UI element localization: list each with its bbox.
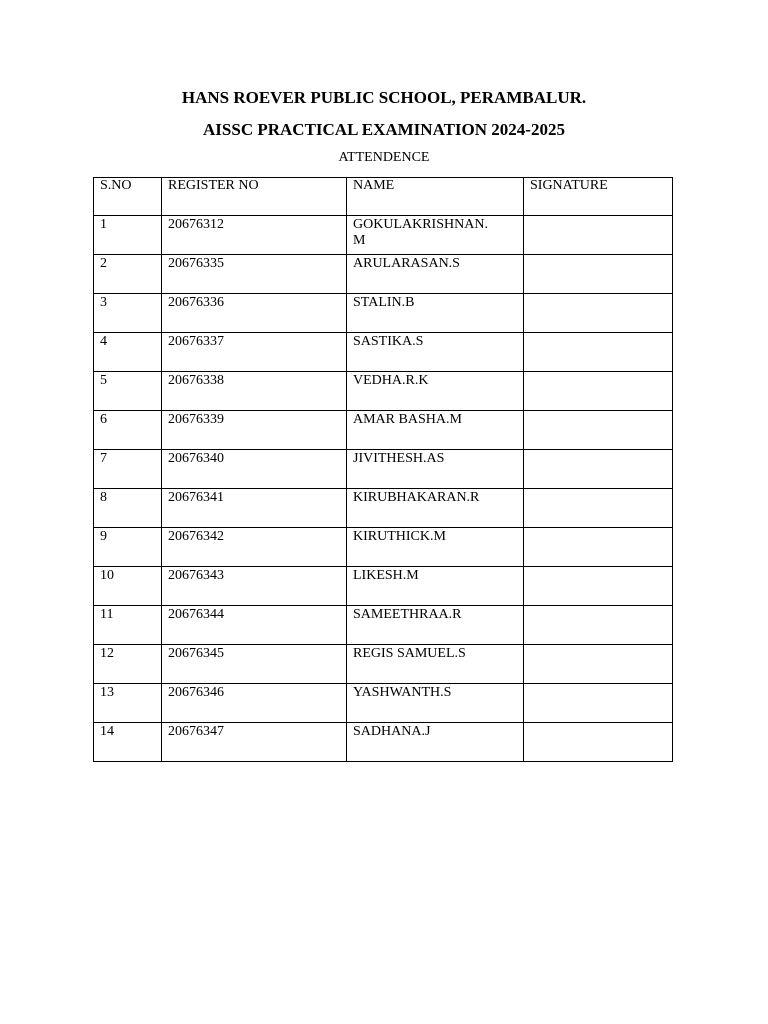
register-no-cell: 20676338 <box>162 372 347 411</box>
sno-cell: 1 <box>94 216 162 255</box>
signature-cell[interactable] <box>524 723 673 762</box>
sno-cell: 10 <box>94 567 162 606</box>
signature-cell[interactable] <box>524 333 673 372</box>
signature-cell[interactable] <box>524 489 673 528</box>
name-cell: SASTIKA.S <box>347 333 524 372</box>
register-no-cell: 20676340 <box>162 450 347 489</box>
register-no-cell: 20676341 <box>162 489 347 528</box>
signature-cell[interactable] <box>524 411 673 450</box>
signature-cell[interactable] <box>524 567 673 606</box>
table-row <box>94 606 673 645</box>
signature-cell[interactable] <box>524 606 673 645</box>
register-no-cell: 20676336 <box>162 294 347 333</box>
column-header-sno: S.NO <box>94 178 162 216</box>
sno-cell: 3 <box>94 294 162 333</box>
sno-cell: 2 <box>94 255 162 294</box>
table-row <box>94 411 673 450</box>
sno-cell: 12 <box>94 645 162 684</box>
table-row <box>94 489 673 528</box>
signature-cell[interactable] <box>524 372 673 411</box>
table-row <box>94 723 673 762</box>
sno-cell: 11 <box>94 606 162 645</box>
attendance-table <box>93 177 673 762</box>
name-cell: STALIN.B <box>347 294 524 333</box>
table-row <box>94 684 673 723</box>
table-row <box>94 255 673 294</box>
sno-cell: 5 <box>94 372 162 411</box>
sno-cell: 4 <box>94 333 162 372</box>
register-no-cell: 20676337 <box>162 333 347 372</box>
signature-cell[interactable] <box>524 684 673 723</box>
school-title: HANS ROEVER PUBLIC SCHOOL, PERAMBALUR. <box>181 88 587 107</box>
name-cell: KIRUTHICK.M <box>347 528 524 567</box>
register-no-cell: 20676343 <box>162 567 347 606</box>
table-row <box>94 645 673 684</box>
sno-cell: 7 <box>94 450 162 489</box>
name-cell: YASHWANTH.S <box>347 684 524 723</box>
table-row <box>94 528 673 567</box>
name-cell: KIRUBHAKARAN.R <box>347 489 524 528</box>
signature-cell[interactable] <box>524 294 673 333</box>
signature-cell[interactable] <box>524 645 673 684</box>
name-cell: ARULARASAN.S <box>347 255 524 294</box>
table-row <box>94 333 673 372</box>
signature-cell[interactable] <box>524 255 673 294</box>
sno-cell: 14 <box>94 723 162 762</box>
name-cell: VEDHA.R.K <box>347 372 524 411</box>
column-header-signature: SIGNATURE <box>524 178 673 216</box>
sno-cell: 6 <box>94 411 162 450</box>
name-cell: AMAR BASHA.M <box>347 411 524 450</box>
signature-cell[interactable] <box>524 216 673 255</box>
table-row <box>94 294 673 333</box>
register-no-cell: 20676347 <box>162 723 347 762</box>
signature-cell[interactable] <box>524 528 673 567</box>
table-row <box>94 372 673 411</box>
sno-cell: 13 <box>94 684 162 723</box>
table-row <box>94 216 673 255</box>
register-no-cell: 20676345 <box>162 645 347 684</box>
column-header-register-no: REGISTER NO <box>162 178 347 216</box>
sno-cell: 9 <box>94 528 162 567</box>
register-no-cell: 20676312 <box>162 216 347 255</box>
column-header-name: NAME <box>347 178 524 216</box>
table-row <box>94 567 673 606</box>
name-cell: LIKESH.M <box>347 567 524 606</box>
name-cell: SAMEETHRAA.R <box>347 606 524 645</box>
register-no-cell: 20676342 <box>162 528 347 567</box>
table-header-row <box>94 178 673 216</box>
name-cell: SADHANA.J <box>347 723 524 762</box>
register-no-cell: 20676335 <box>162 255 347 294</box>
name-cell: JIVITHESH.AS <box>347 450 524 489</box>
exam-title: AISSC PRACTICAL EXAMINATION 2024-2025 <box>203 120 565 139</box>
sno-cell: 8 <box>94 489 162 528</box>
table-row <box>94 450 673 489</box>
register-no-cell: 20676339 <box>162 411 347 450</box>
register-no-cell: 20676344 <box>162 606 347 645</box>
signature-cell[interactable] <box>524 450 673 489</box>
name-cell: REGIS SAMUEL.S <box>347 645 524 684</box>
name-cell: GOKULAKRISHNAN. M <box>347 216 524 255</box>
attendance-subtitle: ATTENDENCE <box>338 150 430 165</box>
register-no-cell: 20676346 <box>162 684 347 723</box>
